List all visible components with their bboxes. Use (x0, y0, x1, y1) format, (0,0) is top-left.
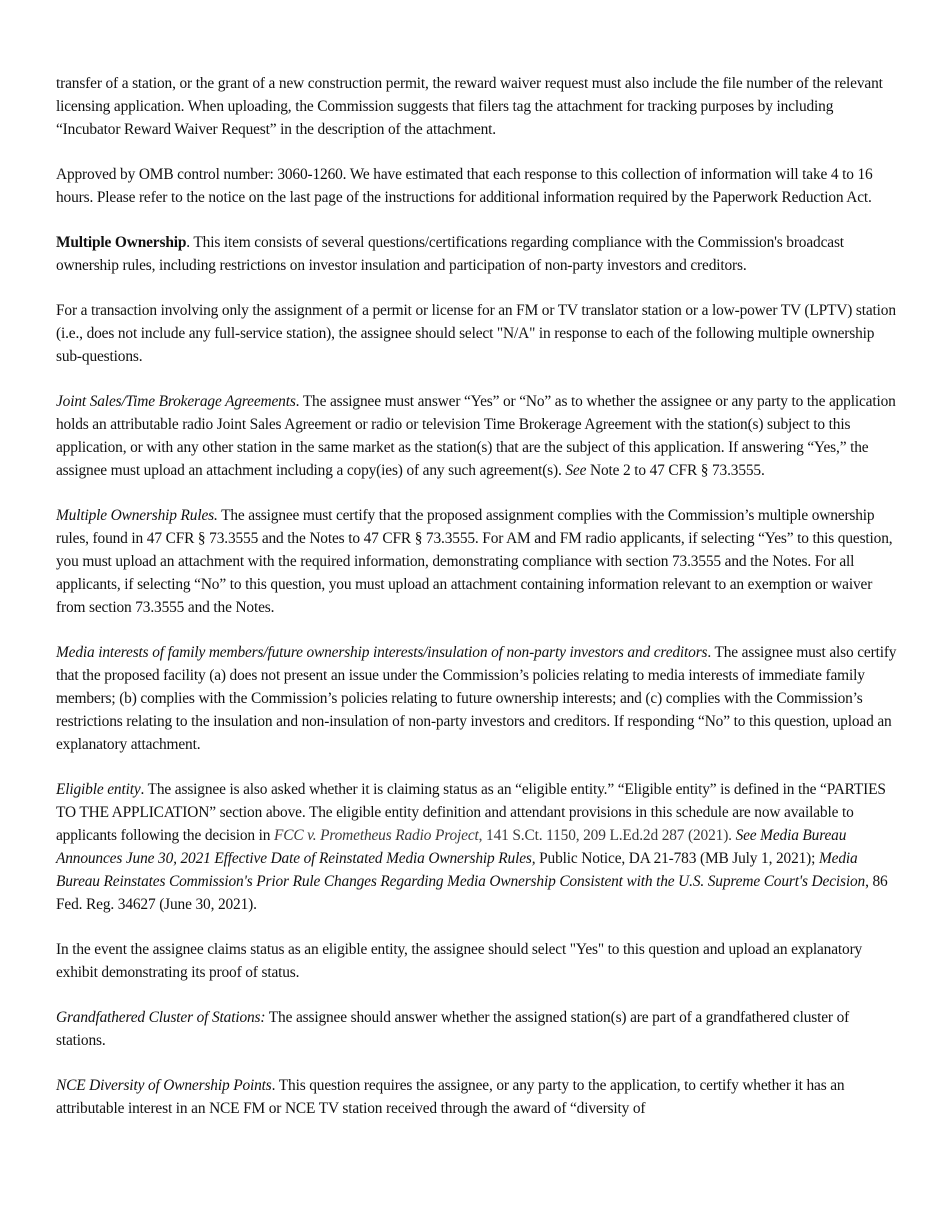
p-multiple-ownership (56, 231, 898, 277)
text-run: Multiple Ownership Rules. (56, 507, 218, 524)
text-run: . The assignee must answer “Yes” or “No” as to whether the assignee or any party to the application holds an attributable radio Joint Sales Agreement or radio or television Time Brokerage Agreement with the station(s) subject to this application, or with any other station in the same market as the station(s) that are the subject of this application. If answering “Yes,” the assignee must upload an attachment including a copy(ies) of any such agreement(s). (56, 393, 896, 479)
text-run: In the event the assignee claims status as an eligible entity, the assignee should select "Yes" to this question and upload an explanatory exhibit demonstrating its proof of status. (56, 941, 863, 981)
p-reward-waiver (56, 72, 898, 141)
text-run: Media Bureau Reinstates Commission's Prior Rule Changes Regarding Media Ownership Consistent with the U.S. Supreme Court's Decision (56, 850, 866, 890)
p-translator (56, 299, 898, 368)
text-run: Grandfathered Cluster of Stations: (56, 1009, 266, 1026)
text-run: The assignee should answer whether the assigned station(s) are part of a grandfathered cluster of stations. (56, 1009, 850, 1049)
p-ownership-rules (56, 504, 898, 619)
p-nce-diversity (56, 1074, 898, 1120)
text-run: transfer of a station, or the grant of a new construction permit, the reward waiver request must also include the file number of the relevant licensing application. When uploading, the Commission suggests that filers tag the attachment for tracking purposes by including “Incubator Reward Waiver Request” in the description of the attachment. (56, 75, 883, 138)
p-media-interests (56, 641, 898, 756)
text-run: See Media Bureau Announces June 30, 2021 Effective Date of Reinstated Media Ownership Rules, (56, 827, 847, 867)
text-run: , 141 S.Ct. 1150, 209 L.Ed.2d 287 (2021). (478, 827, 736, 844)
document-page (56, 72, 898, 1142)
text-run: For a transaction involving only the assignment of a permit or license for an FM or TV translator station or a low-power TV (LPTV) station (i.e., does not include any full-service station), the assignee should select "N/A" in response to each of the following multiple ownership sub-questions. (56, 302, 896, 365)
text-run: Public Notice, DA 21-783 (MB July 1, 2021); (535, 850, 819, 867)
text-run: Joint Sales/Time Brokerage Agreements (56, 393, 296, 410)
text-run: . The assignee is also asked whether it is claiming status as an “eligible entity.” “Eligible entity” is defined in the “PARTIES TO THE APPLICATION” section above. The eligible entity definition and attendant provisions in this schedule are now available to applicants following the decision in (56, 781, 886, 844)
text-run: , 86 Fed. Reg. 34627 (June 30, 2021). (56, 873, 888, 913)
text-run: Eligible entity (56, 781, 141, 798)
text-run: . This question requires the assignee, or any party to the application, to certify whether it has an attributable interest in an NCE FM or NCE TV station received through the award of “diversity of (56, 1077, 845, 1117)
text-run: FCC v. Prometheus Radio Project (274, 827, 479, 844)
p-eligible-entity (56, 778, 898, 916)
text-run: Multiple Ownership (56, 234, 187, 251)
text-run: The assignee must certify that the proposed assignment complies with the Commission’s multiple ownership rules, found in 47 CFR § 73.3555 and the Notes to 47 CFR § 73.3555. For AM and FM radio applicants, if selecting “Yes” to this question, you must upload an attachment with the required information, demonstrating compliance with section 73.3555 and the Notes. For all applicants, if selecting “No” to this question, you must upload an attachment containing information relevant to an exemption or waiver from section 73.3555 and the Notes. (56, 507, 893, 616)
p-omb (56, 163, 898, 209)
text-run: . The assignee must also certify that the proposed facility (a) does not present an issue under the Commission’s policies relating to media interests of immediate family members; (b) complies with the Commission’s policies relating to future ownership interests; and (c) complies with the Commission’s restrictions relating to the insulation and non-insulation of non-party investors and creditors. If responding “No” to this question, upload an explanatory attachment. (56, 644, 897, 753)
p-grandfathered (56, 1006, 898, 1052)
p-joint-sales (56, 390, 898, 482)
text-run: Media interests of family members/future ownership interests/insulation of non-party investors and creditors (56, 644, 708, 661)
text-run: NCE Diversity of Ownership Points (56, 1077, 272, 1094)
text-run: Note 2 to 47 CFR § 73.3555. (586, 462, 765, 479)
p-claims-status (56, 938, 898, 984)
text-run: . This item consists of several questions/certifications regarding compliance with the Commission's broadcast ownership rules, including restrictions on investor insulation and participation of non-party investors and creditors. (56, 234, 844, 274)
text-run: Approved by OMB control number: 3060-1260. We have estimated that each response to this collection of information will take 4 to 16 hours. Please refer to the notice on the last page of the instructions for additional information required by the Paperwork Reduction Act. (56, 166, 873, 206)
text-run: See (565, 462, 587, 479)
